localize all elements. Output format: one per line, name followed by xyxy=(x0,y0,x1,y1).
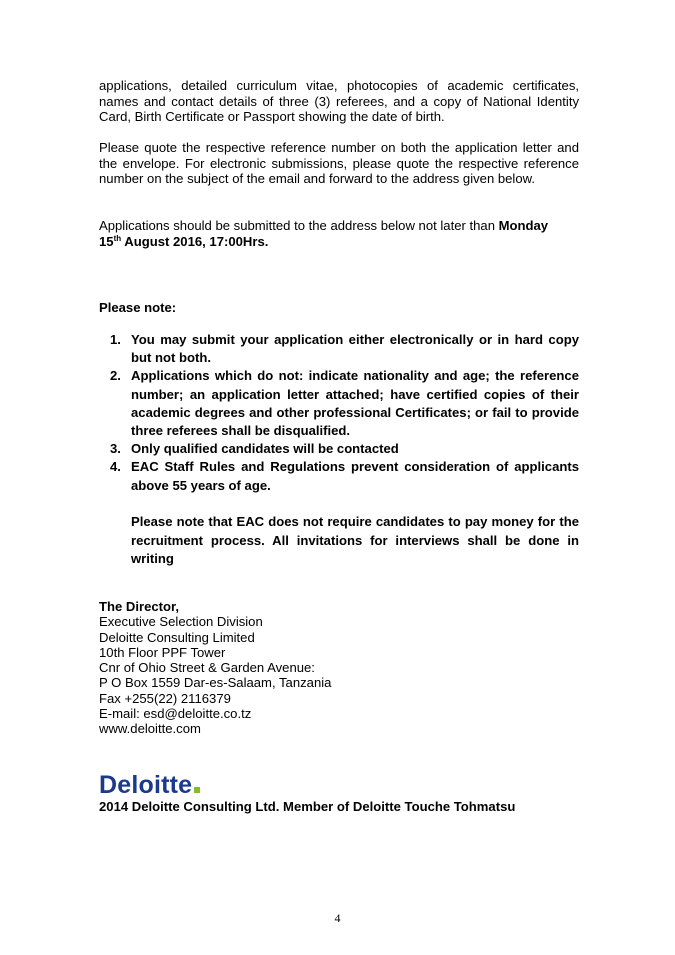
note-item-number: 1. xyxy=(110,332,121,347)
deloitte-logo-text: Deloitte xyxy=(99,771,193,799)
note-item-text: Only qualified candidates will be contacted xyxy=(131,441,399,457)
please-note-heading: Please note: xyxy=(99,300,177,315)
note-item-number: 3. xyxy=(110,441,121,457)
note-item-number: 2. xyxy=(110,368,121,384)
address-line: Deloitte Consulting Limited xyxy=(99,629,255,645)
address-title: The Director, xyxy=(99,599,180,614)
deadline-date-sup: th xyxy=(113,233,122,243)
address-website: www.deloitte.com xyxy=(99,721,201,737)
paragraph-application-documents: applications, detailed curriculum vitae, photocopies of academic certificates, names and contact details of three (3) referees, and a copy of National Identity Card, Birth Certificate or Passport showing the date of birth. xyxy=(99,78,579,125)
deadline-day: Monday xyxy=(498,218,549,233)
deloitte-logo-dot-icon xyxy=(194,787,200,793)
paragraph-reference-number: Please quote the respective reference number on both the application letter and the envelope. For electronic submissions, please quote the respective reference number on the subject of the email and forward to the address given below. xyxy=(99,140,579,187)
note-item-2 xyxy=(110,367,579,440)
address-line: Cnr of Ohio Street & Garden Avenue: xyxy=(99,660,315,676)
note-item-1 xyxy=(110,331,579,367)
paragraph-deadline xyxy=(99,218,579,249)
deadline-date-rest: August 2016, 17:00Hrs. xyxy=(121,233,269,249)
deloitte-logo xyxy=(99,771,200,799)
note-list xyxy=(110,331,579,495)
deadline-date-num: 15 xyxy=(99,233,114,249)
note-item-text: You may submit your application either electronically or in hard copy but not both. xyxy=(131,332,579,366)
address-line: 10th Floor PPF Tower xyxy=(99,644,226,660)
address-block xyxy=(99,599,331,737)
note-item-number: 4. xyxy=(110,459,121,475)
address-line: P O Box 1559 Dar-es-Salaam, Tanzania xyxy=(99,675,332,691)
deadline-prefix: Applications should be submitted to the address below not later than xyxy=(99,218,499,233)
note-item-3 xyxy=(110,440,579,458)
no-payment-notice: Please note that EAC does not require candidates to pay money for the recruitment process. All invitations for interviews shall be done in writing xyxy=(131,514,579,566)
footer-copyright: 2014 Deloitte Consulting Ltd. Member of Deloitte Touche Tohmatsu xyxy=(99,799,516,814)
address-line: Executive Selection Division xyxy=(99,614,263,630)
page-number: 4 xyxy=(334,911,341,925)
note-item-text: EAC Staff Rules and Regulations prevent consideration of applicants above 55 years of age. xyxy=(131,459,579,493)
address-line: Fax +255(22) 2116379 xyxy=(99,690,231,706)
note-item-text: Applications which do not: indicate nationality and age; the reference number; an application letter attached; have certified copies of their academic degrees and other professional Certificates; or fail to provide three referees shall be disqualified. xyxy=(131,368,579,439)
address-email: E-mail: esd@deloitte.co.tz xyxy=(99,706,252,722)
note-item-4 xyxy=(110,458,579,494)
